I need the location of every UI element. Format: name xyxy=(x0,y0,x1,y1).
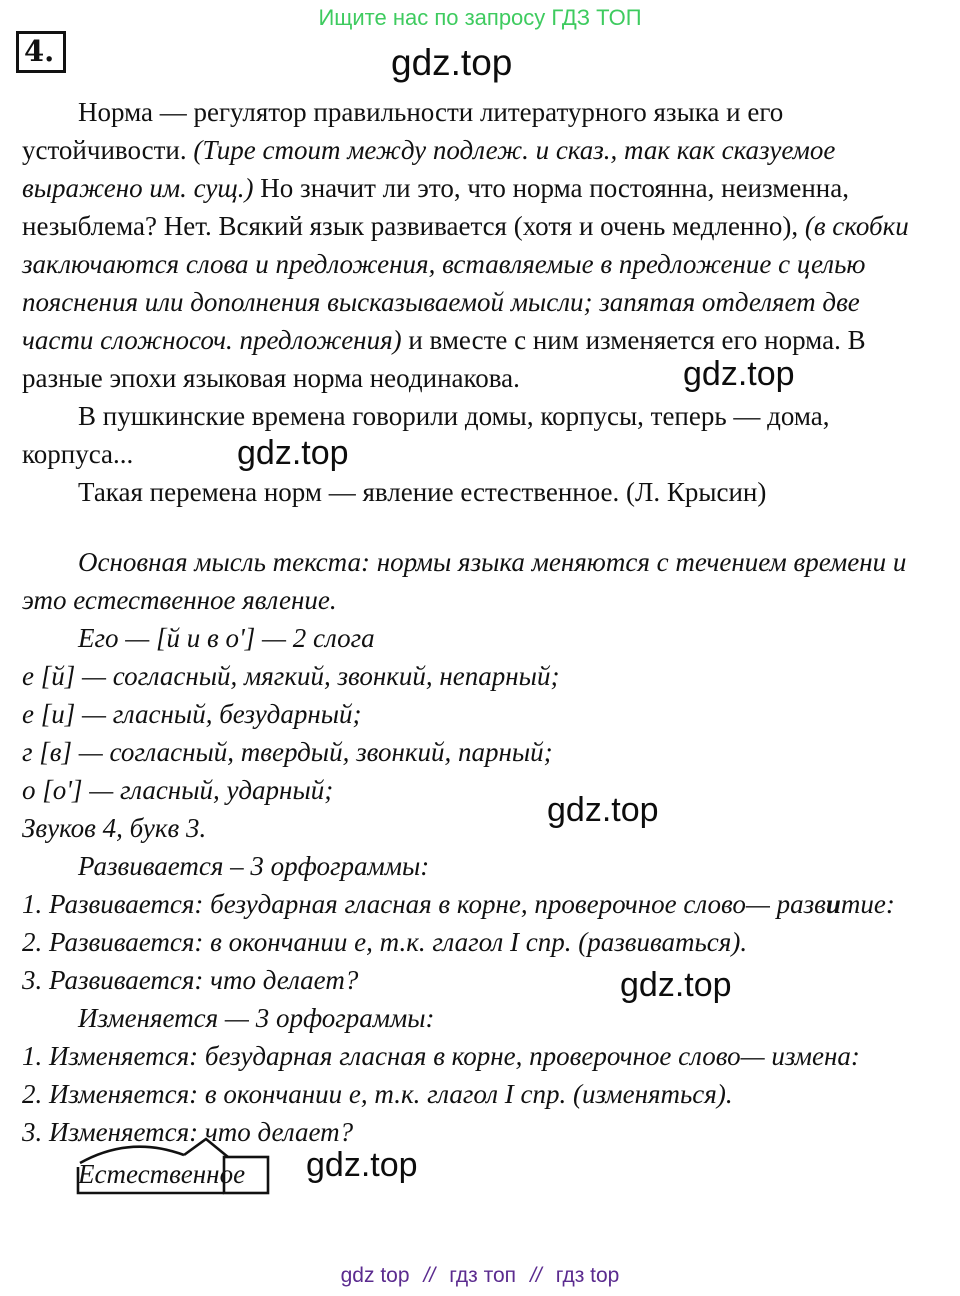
solution-block xyxy=(22,543,940,1193)
text-line: В пушкинские времена говорили домы, корпусы, теперь — дома, xyxy=(78,401,830,431)
orthogram-item: 3. Развивается: что делает? xyxy=(22,965,359,995)
watermark-paragraph2: gdz.top xyxy=(237,434,349,472)
orthogram-heading: Изменяется — 3 орфограммы: xyxy=(78,1003,435,1033)
orthogram-heading: Развивается – 3 орфограммы: xyxy=(78,851,430,881)
watermark-top: gdz.top xyxy=(391,42,513,83)
orthogram-item: 3. Изменяется: что делает? xyxy=(22,1117,354,1147)
orthogram-item: 2. Изменяется: в окончании е, т.к. глагол I спр. (изменяться). xyxy=(22,1079,733,1109)
footer-links xyxy=(0,1264,960,1288)
phonetic-line: о [о'] — гласный, ударный; xyxy=(22,775,334,805)
text-line: незыблема? Нет. Всякий язык развивается (хотя и очень медленно), (в скобки xyxy=(22,211,909,241)
text-line: устойчивости. (Тире стоит между подлеж. и сказ., так как сказуемое xyxy=(22,135,836,165)
task-number-badge: 4. xyxy=(16,31,66,73)
footer-link-gdz-top[interactable]: gdz top xyxy=(340,1264,410,1287)
orthogram-item: 1. Развивается: безударная гласная в корне, проверочное слово— развитие: xyxy=(22,889,895,919)
text-line: Такая перемена норм — явление естественное. (Л. Крысин) xyxy=(78,477,767,507)
footer-separator: // xyxy=(423,1264,436,1287)
text-line: выражено им. сущ.) Но значит ли это, что норма постоянна, неизменна, xyxy=(22,173,849,203)
promo-banner: Ищите нас по запросу ГДЗ ТОП xyxy=(318,5,642,30)
morpheme-annotated-word: Естественное xyxy=(78,1155,245,1193)
watermark-orthograms: gdz.top xyxy=(620,966,732,1004)
morphology-line xyxy=(22,1155,940,1193)
main-idea-line: это естественное явление. xyxy=(22,585,337,615)
orthogram-item: 1. Изменяется: безударная гласная в корне, проверочное слово— измена: xyxy=(22,1041,860,1071)
phonetic-line: е [й] — согласный, мягкий, звонкий, непарный; xyxy=(22,661,560,691)
footer-separator: // xyxy=(530,1264,542,1287)
sounds-count-line: Звуков 4, букв 3. xyxy=(22,813,207,843)
text-line: пояснения или дополнения высказываемой мысли; запятая отделяет две xyxy=(22,287,860,317)
footer-link-gdz-top-ru[interactable]: гдз топ xyxy=(449,1264,517,1287)
footer-link-gdz-top-mixed[interactable]: гдз top xyxy=(555,1264,620,1287)
phonetic-line: г [в] — согласный, твердый, звонкий, парный; xyxy=(22,737,553,767)
phonetic-line: е [и] — гласный, безударный; xyxy=(22,699,362,729)
watermark-phonetics: gdz.top xyxy=(547,791,659,829)
text-line: Норма — регулятор правильности литературного языка и его xyxy=(78,97,784,127)
exercise-text-block xyxy=(22,93,940,511)
text-line: части сложносоч. предложения) и вместе с ним изменяется его норма. В xyxy=(22,325,866,355)
main-idea-line: Основная мысль текста: нормы языка меняются с течением времени и xyxy=(78,547,907,577)
text-line: разные эпохи языковая норма неодинакова. xyxy=(22,363,520,393)
watermark-morphology: gdz.top xyxy=(306,1146,418,1184)
syllable-line: Его — [й и в о'] — 2 слога xyxy=(78,623,375,653)
watermark-paragraph1: gdz.top xyxy=(683,355,795,393)
text-line: заключаются слова и предложения, вставляемые в предложение с целью xyxy=(22,249,866,279)
text-line: корпуса... xyxy=(22,439,134,469)
orthogram-item: 2. Развивается: в окончании е, т.к. глагол I спр. (развиваться). xyxy=(22,927,748,957)
